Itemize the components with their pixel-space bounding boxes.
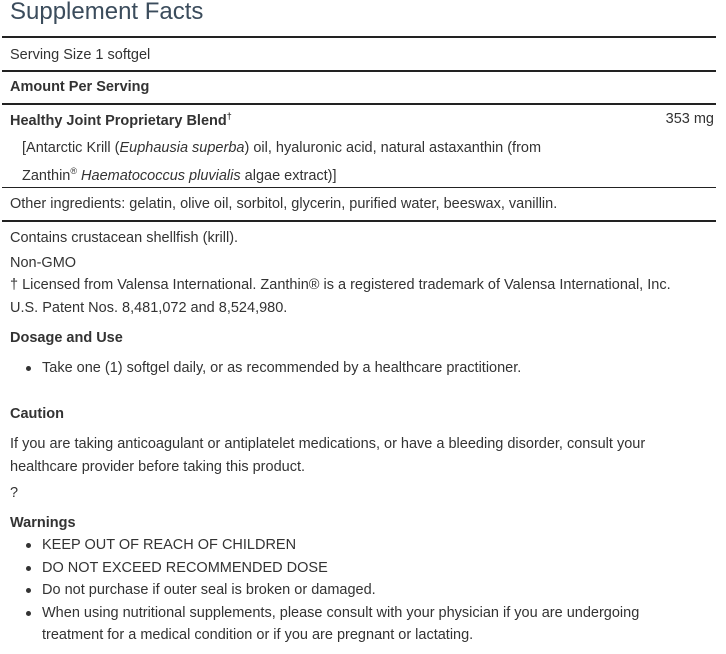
allergen-statement: Contains crustacean shellfish (krill). bbox=[10, 230, 239, 246]
list-item: Do not purchase if outer seal is broken or damaged. bbox=[22, 579, 639, 602]
bullet-icon bbox=[26, 566, 31, 571]
unknown-symbol: ? bbox=[10, 485, 19, 501]
caution-text bbox=[10, 433, 645, 478]
list-item: DO NOT EXCEED RECOMMENDED DOSE bbox=[22, 557, 639, 580]
bullet-icon bbox=[26, 588, 31, 593]
dagger-mark: † bbox=[226, 111, 232, 121]
list-item-continuation: treatment for a medical condition or if you are pregnant or lactating. bbox=[42, 627, 474, 643]
blend-rule bbox=[2, 187, 716, 188]
facts-bottom-rule bbox=[2, 220, 716, 222]
bullet-icon bbox=[26, 366, 31, 371]
blend-name-text: Healthy Joint Proprietary Blend bbox=[10, 113, 227, 129]
blend-ingredients bbox=[22, 137, 541, 188]
list-item: KEEP OUT OF REACH OF CHILDREN bbox=[22, 534, 639, 557]
non-gmo-label: Non-GMO bbox=[10, 255, 77, 271]
amount-per-serving-header: Amount Per Serving bbox=[10, 79, 150, 95]
amount-rule bbox=[2, 103, 716, 105]
blend-name bbox=[10, 111, 232, 129]
bullet-icon bbox=[26, 543, 31, 548]
serving-size: Serving Size 1 softgel bbox=[10, 47, 151, 63]
license-notice bbox=[10, 274, 671, 319]
other-ingredients: Other ingredients: gelatin, olive oil, sorbitol, glycerin, purified water, beeswax, vanillin. bbox=[10, 196, 558, 212]
dosage-heading: Dosage and Use bbox=[10, 330, 123, 346]
list-item: When using nutritional supplements, please consult with your physician if you are undergoing bbox=[22, 602, 639, 625]
warnings-heading: Warnings bbox=[10, 515, 76, 531]
license-line-2: U.S. Patent Nos. 8,481,072 and 8,524,980. bbox=[10, 299, 288, 316]
dosage-list bbox=[22, 357, 521, 380]
serving-rule bbox=[2, 70, 716, 72]
blend-ingredients-line-2: Zanthin® Haematococcus pluvialis algae extract)] bbox=[22, 166, 337, 184]
blend-ingredients-line-1: [Antarctic Krill (Euphausia superba) oil, hyaluronic acid, natural astaxanthin (from bbox=[22, 140, 542, 156]
blend-amount: 353 mg bbox=[665, 111, 714, 127]
bullet-icon bbox=[26, 611, 31, 616]
license-line-1: † Licensed from Valensa International. Zanthin® is a registered trademark of Valensa International, Inc. bbox=[10, 277, 671, 293]
warnings-list bbox=[22, 534, 639, 647]
caution-line-1: If you are taking anticoagulant or antiplatelet medications, or have a bleeding disorder, consult your bbox=[10, 436, 646, 452]
caution-heading: Caution bbox=[10, 406, 64, 422]
title-rule bbox=[2, 36, 716, 38]
caution-line-2: healthcare provider before taking this product. bbox=[10, 458, 306, 475]
list-item: Take one (1) softgel daily, or as recommended by a healthcare practitioner. bbox=[22, 357, 521, 380]
page-title: Supplement Facts bbox=[10, 0, 204, 25]
